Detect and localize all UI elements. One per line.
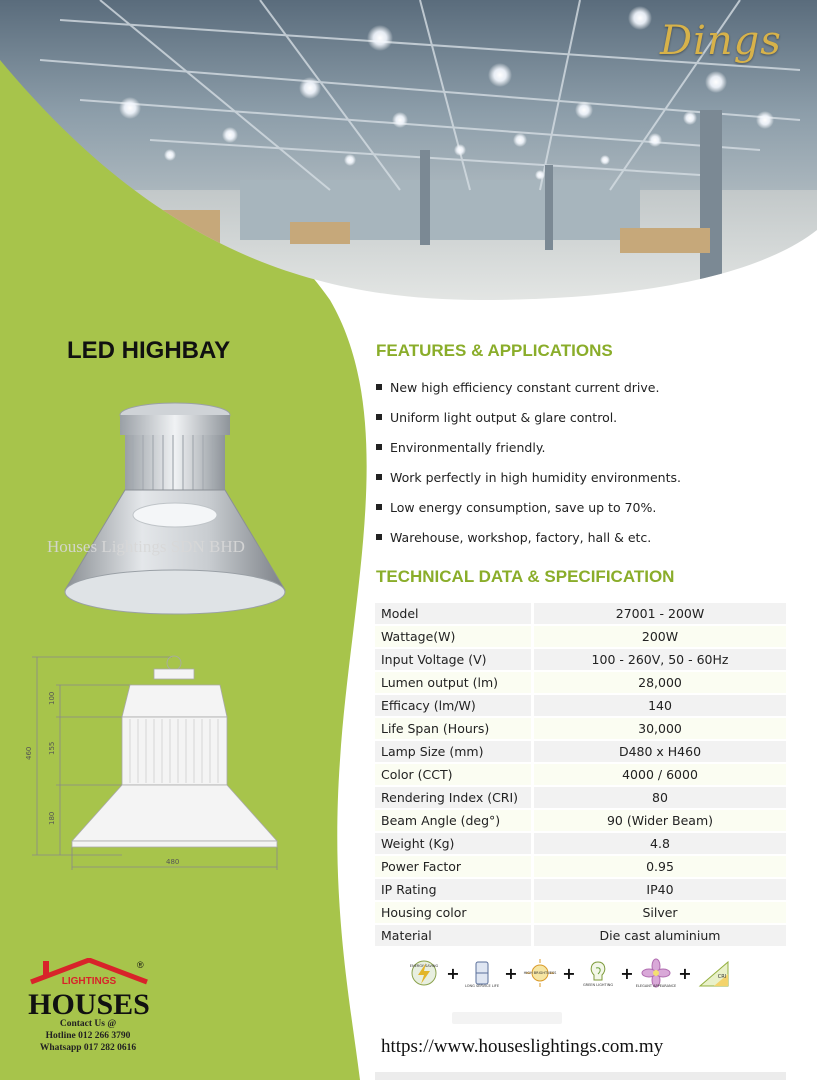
- logo-main-text: HOUSES: [28, 988, 150, 1020]
- bullet-icon: [376, 474, 382, 480]
- spec-label: Input Voltage (V): [375, 649, 531, 670]
- logo-top-text: LIGHTINGS: [61, 976, 117, 987]
- spec-label: Lumen output (lm): [375, 672, 531, 693]
- list-item: [376, 372, 681, 402]
- features-list: [376, 372, 681, 552]
- hotline[interactable]: Hotline 012 266 3790: [45, 1031, 131, 1041]
- dimension-mid-height: 155: [48, 741, 56, 755]
- spec-value: D480 x H460: [531, 741, 786, 762]
- table-row: [375, 879, 786, 900]
- spec-value: 100 - 260V, 50 - 60Hz: [531, 649, 786, 670]
- feature-text: Environmentally friendly.: [390, 439, 546, 455]
- spec-label: Power Factor: [375, 856, 531, 877]
- table-row: [375, 672, 786, 693]
- spec-label: Color (CCT): [375, 764, 531, 785]
- list-item: [376, 462, 681, 492]
- plus-icon: +: [620, 963, 634, 983]
- feature-text: New high efficiency constant current drive.: [390, 379, 660, 395]
- table-row: [375, 649, 786, 670]
- bullet-icon: [376, 384, 382, 390]
- spec-label: Life Span (Hours): [375, 718, 531, 739]
- highbay-lamp-image: [55, 395, 295, 625]
- spec-value: 28,000: [531, 672, 786, 693]
- spec-value: 0.95: [531, 856, 786, 877]
- benefit-label: HIGH BRIGHTNESS: [523, 971, 557, 975]
- whatsapp[interactable]: Whatsapp 017 282 0616: [39, 1043, 137, 1053]
- table-row: [375, 925, 786, 946]
- benefit-label: CRI: [717, 974, 727, 980]
- feature-text: Work perfectly in high humidity environments.: [390, 469, 681, 485]
- bullet-icon: [376, 534, 382, 540]
- dimension-width: 480: [166, 858, 180, 866]
- list-item: [376, 402, 681, 432]
- contact-block: [33, 1018, 143, 1054]
- spec-label: Weight (Kg): [375, 833, 531, 854]
- bottom-divider: [375, 1072, 786, 1080]
- table-row: [375, 787, 786, 808]
- spec-value: 4000 / 6000: [531, 764, 786, 785]
- elegant-appearance-icon: [636, 958, 676, 988]
- spec-label: Efficacy (lm/W): [375, 695, 531, 716]
- spec-value: IP40: [531, 879, 786, 900]
- benefit-icons-row: [404, 955, 759, 991]
- watermark-text: Houses Lightings SDN BHD: [47, 537, 245, 556]
- dimension-total-height: 460: [25, 746, 33, 760]
- spec-label: Wattage(W): [375, 626, 531, 647]
- table-row: [375, 741, 786, 762]
- features-heading: FEATURES & APPLICATIONS: [376, 341, 613, 360]
- spec-label: IP Rating: [375, 879, 531, 900]
- list-item: [376, 522, 681, 552]
- table-row: [375, 764, 786, 785]
- bullet-icon: [376, 504, 382, 510]
- plus-icon: +: [678, 963, 692, 983]
- benefit-label: ENERGY SAVING: [409, 964, 439, 968]
- list-item: [376, 492, 681, 522]
- dimension-bottom-height: 180: [48, 811, 56, 825]
- benefit-label: LONG SERVICE LIFE: [464, 984, 500, 988]
- spec-table: [375, 601, 786, 948]
- spec-value: Silver: [531, 902, 786, 923]
- product-title: LED HIGHBAY: [67, 337, 231, 364]
- spec-value: 140: [531, 695, 786, 716]
- spec-label: Rendering Index (CRI): [375, 787, 531, 808]
- brand-logo-dings: Dings: [660, 18, 782, 64]
- spec-label: Beam Angle (deg°): [375, 810, 531, 831]
- bullet-icon: [376, 444, 382, 450]
- spec-value: Die cast aluminium: [531, 925, 786, 946]
- plus-icon: +: [504, 963, 518, 983]
- spec-value: 90 (Wider Beam): [531, 810, 786, 831]
- benefit-label: GREEN LIGHTING: [582, 983, 614, 987]
- spec-label: Model: [375, 603, 531, 624]
- table-row: [375, 695, 786, 716]
- plus-icon: +: [562, 963, 576, 983]
- table-row: [375, 603, 786, 624]
- feature-text: Uniform light output & glare control.: [390, 409, 618, 425]
- spec-value: 80: [531, 787, 786, 808]
- table-row: [375, 626, 786, 647]
- energy-saving-icon: [404, 958, 444, 988]
- spec-value: 27001 - 200W: [531, 603, 786, 624]
- plus-icon: +: [446, 963, 460, 983]
- dimension-drawing: [22, 645, 312, 880]
- spec-label: Housing color: [375, 902, 531, 923]
- spec-value: 200W: [531, 626, 786, 647]
- contact-title: Contact Us @: [59, 1019, 117, 1029]
- high-brightness-icon: [520, 958, 560, 988]
- feature-text: Warehouse, workshop, factory, hall & etc.: [390, 529, 652, 545]
- benefit-label: ELEGANT APPEARANCE: [636, 984, 676, 988]
- green-lighting-icon: [578, 958, 618, 988]
- faded-text-strip: [452, 1012, 562, 1024]
- cri-icon: [694, 958, 734, 988]
- registered-mark: ®: [137, 960, 144, 970]
- list-item: [376, 432, 681, 462]
- table-row: [375, 718, 786, 739]
- houses-lightings-logo: [25, 958, 153, 1020]
- spec-value: 4.8: [531, 833, 786, 854]
- bullet-icon: [376, 414, 382, 420]
- feature-text: Low energy consumption, save up to 70%.: [390, 499, 657, 515]
- spec-label: Material: [375, 925, 531, 946]
- specs-heading: TECHNICAL DATA & SPECIFICATION: [376, 567, 675, 586]
- table-row: [375, 902, 786, 923]
- spec-value: 30,000: [531, 718, 786, 739]
- table-row: [375, 810, 786, 831]
- website-link[interactable]: https://www.houseslightings.com.my: [381, 1036, 664, 1057]
- long-life-icon: [462, 958, 502, 988]
- table-row: [375, 856, 786, 877]
- spec-label: Lamp Size (mm): [375, 741, 531, 762]
- dimension-top-height: 100: [48, 691, 56, 705]
- table-row: [375, 833, 786, 854]
